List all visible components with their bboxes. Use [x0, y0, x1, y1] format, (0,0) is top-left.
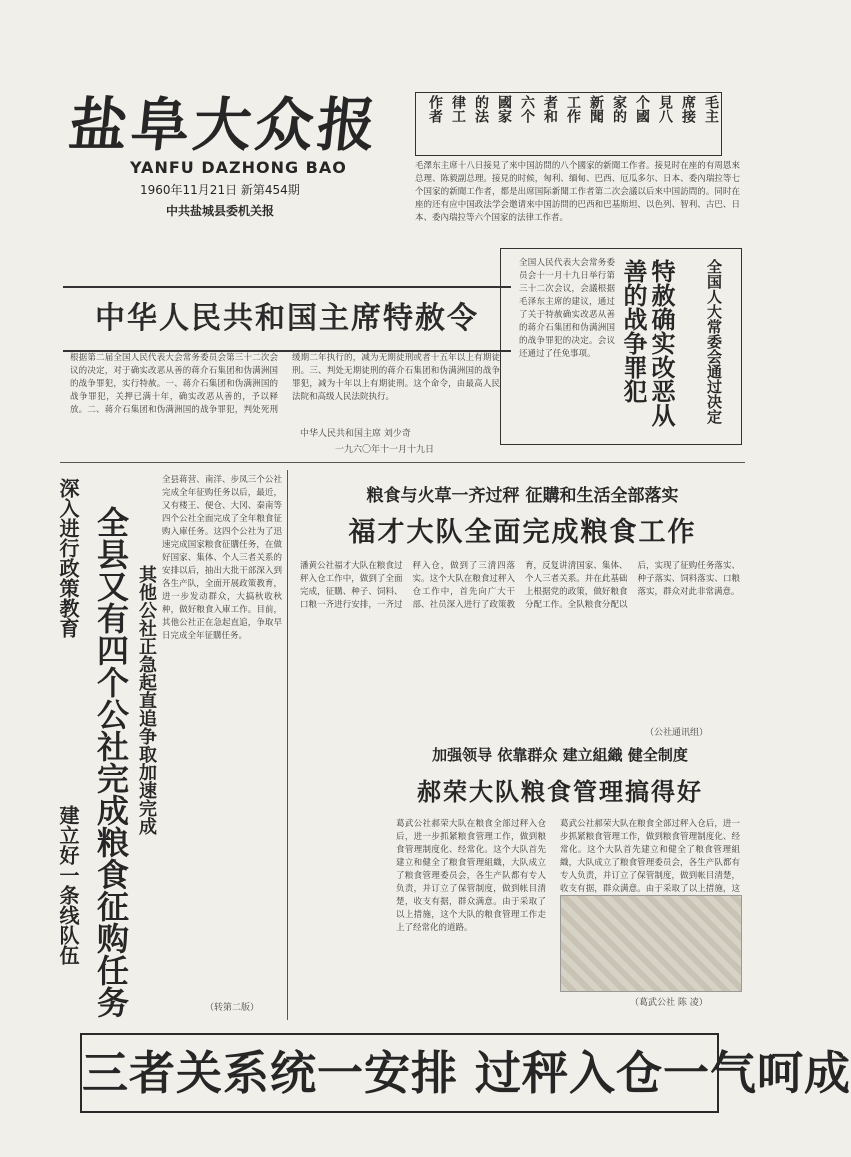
npc-decision-box — [500, 248, 742, 445]
top-headline-box — [415, 92, 722, 156]
decree-body: 根据第二届全国人民代表大会常务委员会第三十二次会议的决定，对于确实改恶从善的蒋介石集团和伪满洲国的战争罪犯，实行特赦。一、蒋介石集团和伪满洲国的战争罪犯，关押已满十年，确实改恶从善的，予以释放。二、蒋介石集团和伪满洲国的战争罪犯，判处死刑缓期二年执行的，减为无期徒刑或者十五年以上有期徒刑。三、判处无期徒刑的蒋介石集团和伪满洲国的战争罪犯，减为十年以上有期徒刑。这个命令，由最高人民法院和高级人民法院执行。 — [70, 353, 500, 415]
npc-body: 全国人民代表大会常务委员会十一月十九日举行第三十二次会议，会議根据毛泽东主席的建议，通过了关于特赦确实改恶从善的蒋介石集团和伪满洲国的战争罪犯的决定。会议还通过了任免事项。 — [519, 258, 615, 359]
article-kicker: 粮食与火草一齐过秤 征購和生活全部落实 — [366, 486, 679, 506]
feature-continued: （转第二版） — [205, 1003, 260, 1013]
npc-big-title: 特赦确实改恶从善的战争罪犯 — [619, 259, 675, 427]
feature-slogan-1: 深入进行政策教育 — [56, 478, 80, 638]
article-credit: （公社通讯组） — [645, 728, 709, 738]
article2-body-2: 葛武公社郝荣大队在粮食全部过秤入仓后，进一步抓紧粮食管理工作，做到粮食管理制度化、经常化。这个大队首先建立和健全了粮食管理組織，大队成立了粮食管理委员会，各生产队都有专人负责，并订立了保管制度，做到帐目清楚，收支有据，群众满意。由于采取了以上措施，这 — [560, 819, 740, 894]
issue-date: 1960年11月21日 新第454期 — [140, 183, 300, 197]
article2-headline: 郝荣大队粮食管理搞得好 — [417, 777, 703, 806]
feature-headline: 全县又有四个公社完成粮食征购任务 — [92, 506, 130, 1018]
decree-date: 一九六〇年十一月十九日 — [335, 445, 435, 455]
article2-illustration — [560, 895, 742, 992]
feature-slogan-2: 建立好一条线队伍 — [56, 805, 80, 965]
headline-col: 者和 — [542, 95, 558, 123]
decree-title: 中华人民共和国主席特赦令 — [95, 301, 479, 336]
decree-signature: 中华人民共和国主席 刘少奇 — [300, 429, 411, 439]
feature-body: 全县蒋营、南洋、步凤三个公社完成全年征购任务以后，最近，又有楼王、便仓、大冈、秦南等四个公社全面完成了全年粮食征购入庫任务。这四个公社为了迅速完成国家粮食征購任务，在做好国家、集体、个人三者关系的安排以后，抽出大批干部深入到各生产队，全面开展政策教育，进一步发动群众，大搞秋收秋种，做好粮食入庫工作。目前，其他公社正在急起直追，争取早日完成全年征購任务。 — [162, 475, 282, 641]
npc-title-vertical: 全国人大常委会通过决定 — [705, 259, 723, 424]
feature-subheadline: 其他公社正急起直追争取加速完成 — [136, 565, 157, 835]
masthead — [65, 78, 410, 218]
decree-header — [63, 286, 511, 352]
article2-credit: （葛武公社 陈 凌） — [630, 998, 708, 1008]
headline-col: 家的 — [611, 95, 627, 123]
bottom-banner: 三者关系统一安排 过秤入仓一气呵成 — [80, 1033, 719, 1113]
headline-col: 律工 — [450, 95, 466, 123]
newspaper-title: 盐阜大众报 — [65, 91, 384, 159]
article2-body-1: 葛武公社郝荣大队在粮食全部过秤入仓后，进一步抓紧粮食管理工作，做到粮食管理制度化、经常化。这个大队首先建立和健全了粮食管理組織，大队成立了粮食管理委员会，各生产队都有专人负责，并订立了保管制度，做到帐目清楚，收支有据，群众满意。由于采取了以上措施，这个大队的粮食管理工作走上了经常化的道路。 — [396, 819, 546, 933]
headline-col: 席接 — [680, 95, 696, 123]
headline-col: 毛主 — [703, 95, 719, 123]
publisher-line: 中共盐城县委机关报 — [166, 204, 275, 218]
quote-article-text: 毛澤东主席十八日接見了來中国訪問的八个國家的新聞工作者。接見时在座的有周恩來总理、陈毅副总理。接見的时候，匈利、缅甸、巴西、厄瓜多尔、日本、委內瑞拉等七个国家的新聞工作者，都是出席国际新聞工作者第二次会議以后來中国訪問的。同时在座的还有应中国政法学会邀请來中国訪問的巴西和巴基斯坦、以色列、智利、古巴、日本、委內瑞拉等六个国家的法律工作者。 — [415, 161, 740, 223]
section-divider — [60, 462, 745, 463]
article2-kicker: 加强领导 依靠群众 建立組織 健全制度 — [432, 746, 688, 764]
article-headline: 福才大队全面完成粮食工作 — [348, 517, 697, 548]
headline-col: 新聞 — [588, 95, 604, 123]
article-body: 潘黄公社福才大队在粮食过秤入仓工作中，做到了全面完成，征購、种子、饲料、口粮一齐进行安排，一齐过秤入仓，做到了三清四落实。这个大队在粮食过秤入仓工作中，首先向广大干部、社员深入进行了政策教育，反复讲清国家、集体、个人三者关系。并在此基础上根据党的政策，做好粮食分配工作。全队粮食分配以后，实现了征购任务落实、种子落实、饲料落实、口粮落实，群众对此非常满意。 — [300, 561, 740, 610]
headline-col: 的法 — [473, 95, 489, 123]
headline-col: 六个 — [519, 95, 535, 123]
headline-col: 个國 — [634, 95, 650, 123]
headline-col: 作者 — [427, 95, 443, 123]
headline-col: 工作 — [565, 95, 581, 123]
column-divider — [287, 470, 288, 1020]
headline-col: 見八 — [657, 95, 673, 123]
newspaper-pinyin: YANFU DAZHONG BAO — [130, 158, 347, 177]
headline-col: 國家 — [496, 95, 512, 123]
